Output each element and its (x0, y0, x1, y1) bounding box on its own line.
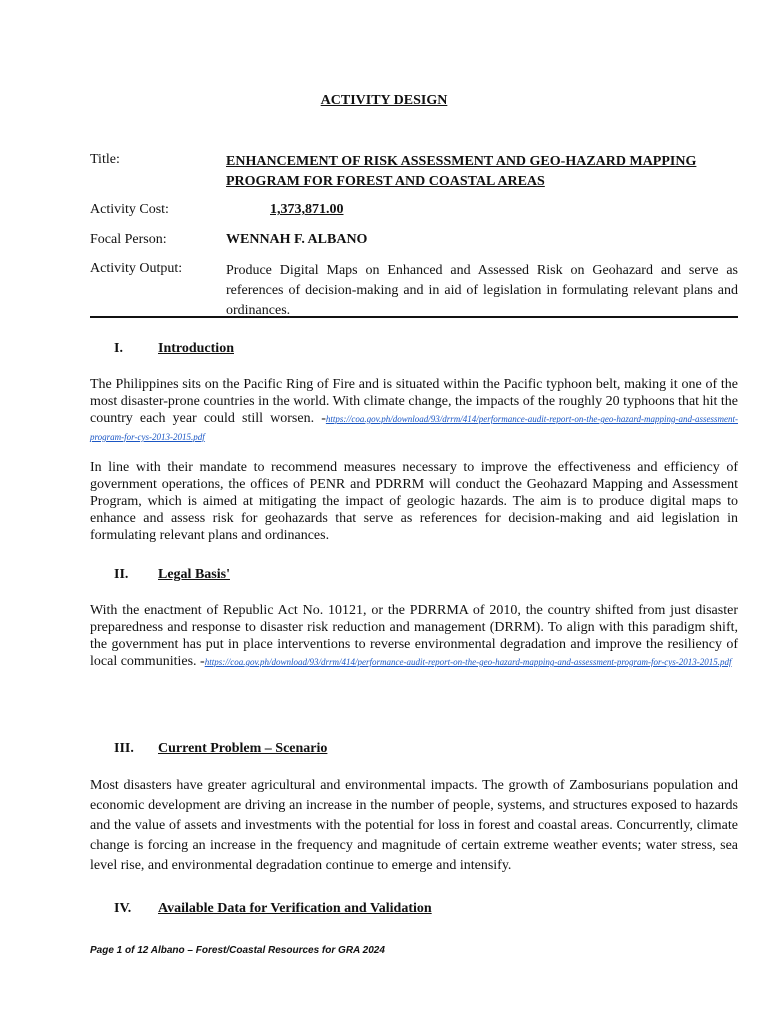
section-title: Introduction (158, 341, 234, 356)
focal-value: WENNAH F. ALBANO (226, 232, 368, 247)
legal-paragraph-1-text: With the enactment of Republic Act No. 10121, or the PDRRMA of 2010, the country shifted from just disaster preparedness and response to disaster risk reduction and management (DRRM). To align with this paradigm shift, the government has put in place interventions to reverse environmental degradation and improve the resiliency of local communities. - (90, 603, 738, 669)
section-number: I. (114, 341, 123, 356)
page-footer: Page 1 of 12 Albano – Forest/Coastal Resources for GRA 2024 (90, 945, 385, 956)
cost-label: Activity Cost: (90, 202, 169, 217)
output-value: Produce Digital Maps on Enhanced and Assessed Risk on Geohazard and serve as references of decision-making and in aid of legislation in formulating relevant plans and ordinances. (226, 263, 738, 318)
meta-row-cost (90, 202, 738, 222)
meta-row-output (90, 261, 738, 317)
section-heading-current-problem (114, 741, 327, 757)
document-title: ACTIVITY DESIGN (320, 93, 448, 108)
section-number: III. (114, 741, 134, 756)
section-title: Current Problem – Scenario (158, 741, 328, 756)
title-label: Title: (90, 152, 120, 167)
meta-row-focal (90, 232, 738, 252)
intro-paragraph-1-text: The Philippines sits on the Pacific Ring of Fire and is situated within the Pacific typhoon belt, making it one of the most disaster-prone countries in the world. With climate change, the impacts of the roughly 20 typhoons that hit the country each year could still worsen. - (90, 377, 738, 426)
intro-source-link[interactable]: https://coa.gov.ph/download/93/drrm/414/performance-audit-report-on-the-geo-hazard-mapping-and-assessment-program-for-cys-2013-2015.pdf (90, 414, 738, 442)
intro-paragraph-2: In line with their mandate to recommend measures necessary to improve the effectiveness and efficiency of government operations, the offices of PENR and PDRRM will conduct the Geohazard Mapping and Assessment Program, which is aimed at mitigating the impact of geologic hazards. The aim is to produce digital maps to enhance and assess risk for geohazards that serve as references for decision-making and aid legislation in formulating relevant plans and ordinances. (90, 460, 738, 543)
output-label: Activity Output: (90, 261, 183, 276)
intro-paragraph-1 (90, 376, 738, 446)
meta-row-title (90, 152, 738, 192)
section-title: Legal Basis' (158, 567, 230, 582)
section-number: IV. (114, 901, 132, 916)
section-heading-available-data (114, 901, 432, 917)
problem-paragraph-1: Most disasters have greater agricultural and environmental impacts. The growth of Zambosurians population and economic development are driving an increase in the number of people, systems, and structures exposed to hazards and the value of assets and investments with the potential for loss in forest and coastal areas. Concurrently, climate change is forcing an increase in the frequency and magnitude of certain extreme weather events; water stress, sea level rise, and environmental degradation continue to emerge and intensify. (90, 778, 738, 873)
section-number: II. (114, 567, 129, 582)
section-heading-legal-basis (114, 567, 230, 583)
focal-label: Focal Person: (90, 232, 167, 247)
legal-paragraph-1 (90, 602, 738, 671)
cost-value: 1,373,871.00 (270, 202, 344, 217)
legal-source-link[interactable]: https://coa.gov.ph/download/93/drrm/414/performance-audit-report-on-the-geo-hazard-mapping-and-assessment-program-for-cys-2013-2015.pdf (204, 657, 732, 667)
header-divider (90, 316, 738, 318)
section-heading-introduction (114, 341, 234, 357)
section-title: Available Data for Verification and Validation (158, 901, 432, 916)
title-value: ENHANCEMENT OF RISK ASSESSMENT AND GEO-HAZARD MAPPING PROGRAM FOR FOREST AND COASTAL AREAS (226, 154, 697, 189)
